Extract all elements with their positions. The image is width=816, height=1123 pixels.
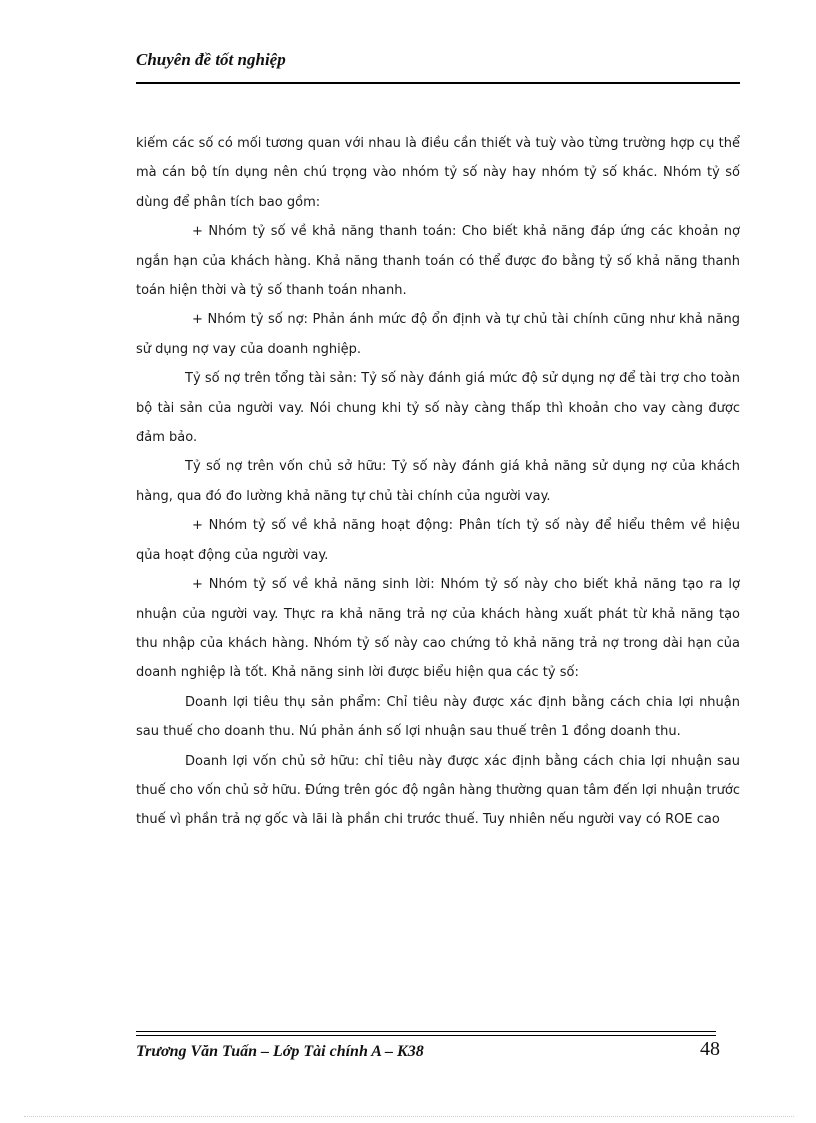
header-divider bbox=[136, 82, 740, 84]
footer-divider bbox=[136, 1031, 716, 1036]
page-bottom-border bbox=[24, 1116, 794, 1117]
paragraph-debt-ratios: + Nhóm tỷ số nợ: Phản ánh mức độ ổn định và tự chủ tài chính cũng như khả năng sử dụng nợ vay của doanh nghiệp. bbox=[136, 312, 740, 357]
paragraph-debt-to-equity: Tỷ số nợ trên vốn chủ sở hữu: Tỷ số này đánh giá khả năng sử dụng nợ của khách hàng, qua đó đo lường khả năng tự chủ tài chính của người vay. bbox=[136, 459, 740, 504]
paragraph-continuation: kiếm các số có mối tương quan với nhau là điều cần thiết và tuỳ vào từng trường hợp cụ thể mà cán bộ tín dụng nên chú trọng vào nhóm tỷ số này hay nhóm tỷ số khác. Nhóm tỷ số dùng để phân tích bao gồm: bbox=[136, 136, 740, 210]
paragraph-return-on-sales: Doanh lợi tiêu thụ sản phẩm: Chỉ tiêu này được xác định bằng cách chia lợi nhuận sau thuế cho doanh thu. Nú phản ánh số lợi nhuận sau thuế trên 1 đồng doanh thu. bbox=[136, 694, 740, 740]
footer-author: Trương Văn Tuấn – Lớp Tài chính A – K38 bbox=[136, 1043, 424, 1060]
paragraph-profitability-ratios: + Nhóm tỷ số về khả năng sinh lời: Nhóm tỷ số này cho biết khả năng tạo ra lợ nhuận của người vay. Thực ra khả năng trả nợ của khách hàng xuất phát từ khả năng tạo thu nhập của khách hàng. Nhóm tỷ số này cao chứng tỏ khả năng trả nợ trong dài hạn của doanh nghiệp là tốt. Khả năng sinh lời được biểu hiện qua các tỷ số: bbox=[136, 577, 740, 681]
paragraph-liquidity-ratios: + Nhóm tỷ số về khả năng thanh toán: Cho biết khả năng đáp ứng các khoản nợ ngắn hạn của khách hàng. Khả năng thanh toán có thể được đo bằng tỷ số khả năng thanh toán hiện thời và tỷ số thanh toán nhanh. bbox=[136, 224, 740, 299]
page-number: 48 bbox=[700, 1038, 720, 1060]
header-title: Chuyên đề tốt nghiệp bbox=[136, 50, 286, 69]
body-text bbox=[136, 129, 740, 835]
paragraph-debt-to-assets: Tỷ số nợ trên tổng tài sản: Tỷ số này đánh giá mức độ sử dụng nợ để tài trợ cho toàn bộ tài sản của người vay. Nói chung khi tỷ số này càng thấp thì khoản cho vay càng được đảm bảo. bbox=[136, 371, 740, 446]
paragraph-return-on-equity: Doanh lợi vốn chủ sở hữu: chỉ tiêu này được xác định bằng cách chia lợi nhuận sau thuế cho vốn chủ sở hữu. Đứng trên góc độ ngân hàng thường quan tâm đến lợi nhuận trước thuế vì phần trả nợ gốc và lãi là phần chi trước thuế. Tuy nhiên nếu người vay có ROE cao bbox=[136, 753, 740, 828]
paragraph-activity-ratios: + Nhóm tỷ số về khả năng hoạt động: Phân tích tỷ số này để hiểu thêm về hiệu qủa hoạt động của người vay. bbox=[136, 518, 740, 563]
